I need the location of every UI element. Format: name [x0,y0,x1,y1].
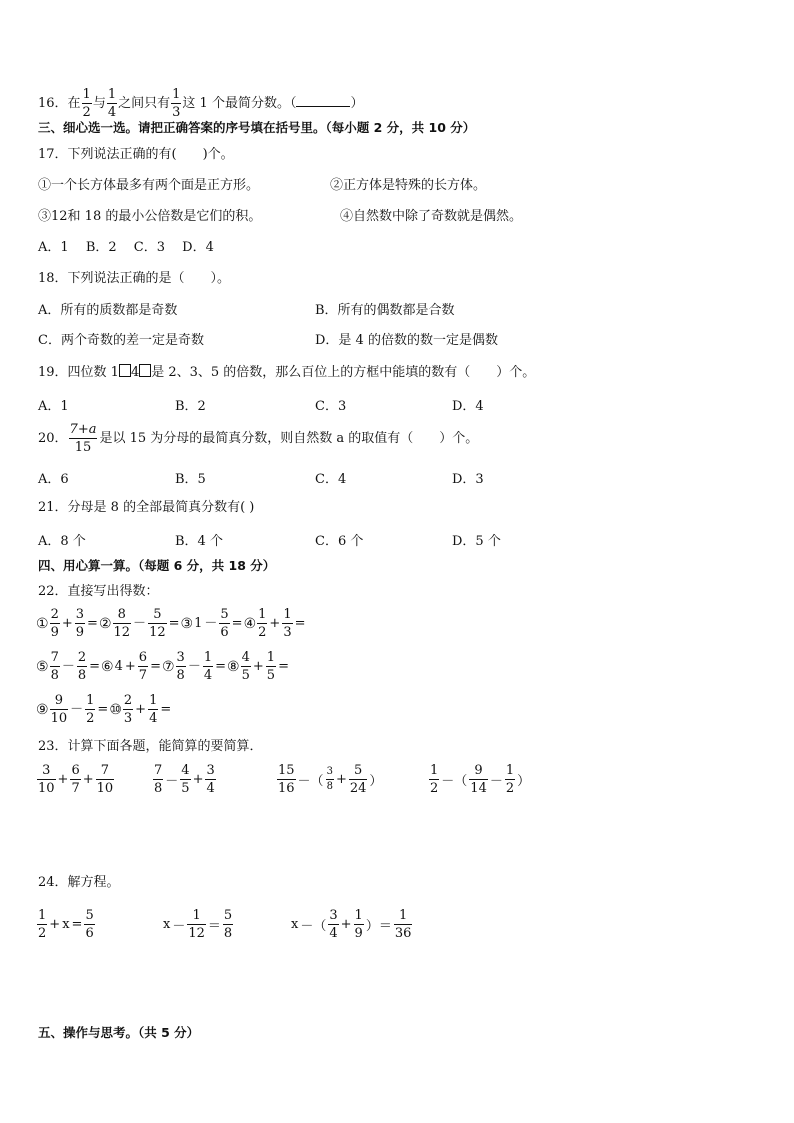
question-20-stem: 20． $\frac{7+a}{15}$ 是以 15 为分母的最简真分数，则自然数 a 的取值有（ ）个。 [38,422,479,455]
option-b[interactable]: B．2 [85,240,117,255]
option-d[interactable]: D．4 [182,240,214,255]
option-a[interactable]: A．6 [38,472,69,487]
q23-calc-2: $\frac{7}{8}$ － $\frac{4}{5}$ + $\frac{3}{4}$ [154,763,215,796]
q17-options [38,239,214,257]
question-16: 16．在 $\frac{1}{2}$ 与 $\frac{1}{4}$ 之间只有 $\frac{1}{3}$ 这 1 个最简分数。（ ） [38,87,364,120]
blank-box[interactable] [119,364,131,377]
option-b[interactable]: B．4 个 [175,534,223,549]
q23-calc-1: $\frac{3}{10}$ + $\frac{6}{7}$ + $\frac{7}{10}$ [38,763,114,796]
option-c[interactable]: C．6 个 [315,534,364,549]
q23-calc-3: $\frac{15}{16}$ －（ $\frac{3}{8}$ + $\frac{5}{24}$ ） [278,763,383,796]
option-c[interactable]: C．4 [315,472,347,487]
question-23-stem: 23．计算下面各题，能简算的要简算． [38,739,263,754]
fraction: $\frac{1}{4}$ [107,87,117,120]
q17-statement-2: ②正方体是特殊的长方体。 [330,178,487,193]
q17-statement-1: ①一个长方体最多有两个面是正方形。 [38,178,260,193]
option-d[interactable]: D．4 [452,399,484,414]
q22-row-3: ⑨ $\frac{9}{10}$ － $\frac{1}{2}$ =⑩ $\frac{2}{3}$ + $\frac{1}{4}$ = [36,693,172,726]
option-b[interactable]: B．5 [175,472,206,487]
q17-statement-3: ③12和 18 的最小公倍数是它们的积。 [38,209,262,224]
fraction: $\frac{7+a}{15}$ [69,422,97,455]
option-a[interactable]: A．所有的质数都是奇数 [38,303,178,318]
question-17-stem: 17．下列说法正确的有( )个。 [38,147,234,162]
question-21-stem: 21．分母是 8 的全部最简真分数有( ) [38,500,255,515]
section-5-heading: 五、操作与思考。（共 5 分） [38,1025,200,1040]
option-c[interactable]: C．两个奇数的差一定是奇数 [38,333,204,348]
option-a[interactable]: A．1 [38,240,69,255]
option-a[interactable]: A．1 [38,399,69,414]
q24-equation-3: x －（ $\frac{3}{4}$ + $\frac{1}{9}$ ）＝ $\frac{1}{36}$ [291,908,412,941]
q22-row-2: ⑤ $\frac{7}{8}$ － $\frac{2}{8}$ =⑥4 + $\frac{6}{7}$ =⑦ $\frac{3}{8}$ － $\frac{1}{4}$ =⑧ $\frac{4}{5}$ + $\frac{1}{5}$ = [36,650,289,683]
question-19-stem: 19．四位数 1 4 是 2、3、5 的倍数，那么百位上的方框中能填的数有（ ）个。 [38,365,536,380]
option-a[interactable]: A．8 个 [38,534,86,549]
fraction: $\frac{1}{3}$ [172,87,181,120]
option-c[interactable]: C．3 [133,240,165,255]
blank-box[interactable] [139,364,151,377]
q17-statement-4: ④自然数中除了奇数就是偶然。 [340,209,523,224]
option-d[interactable]: D．5 个 [452,534,501,549]
q22-row-1: ① $\frac{2}{9}$ + $\frac{3}{9}$ =② $\frac{8}{12}$ － $\frac{5}{12}$ =③1 － $\frac{5}{6}$ =④ $\frac{1}{2}$ + $\frac{1}{3}$ = [36,607,306,640]
option-d[interactable]: D．3 [452,472,484,487]
q24-equation-1: $\frac{1}{2}$ + x = $\frac{5}{6}$ [38,908,94,941]
option-b[interactable]: B．所有的偶数都是合数 [315,303,455,318]
section-3-heading: 三、细心选一选。请把正确答案的序号填在括号里。（每小题 2 分，共 10 分） [38,120,476,135]
answer-blank[interactable] [296,94,350,107]
q24-equation-2: x － $\frac{1}{12}$ ＝ $\frac{5}{8}$ [163,908,233,941]
q23-calc-4: $\frac{1}{2}$ －（ $\frac{9}{14}$ － $\frac{1}{2}$ ） [430,763,531,796]
option-c[interactable]: C．3 [315,399,347,414]
fraction: $\frac{1}{2}$ [82,87,91,120]
question-24-stem: 24．解方程。 [38,875,120,890]
option-b[interactable]: B．2 [175,399,206,414]
option-d[interactable]: D．是 4 的倍数的数一定是偶数 [315,333,498,348]
question-18-stem: 18．下列说法正确的是（ ）。 [38,271,231,286]
question-22-stem: 22．直接写出得数： [38,584,159,599]
section-4-heading: 四、用心算一算。（每题 6 分，共 18 分） [38,558,276,573]
